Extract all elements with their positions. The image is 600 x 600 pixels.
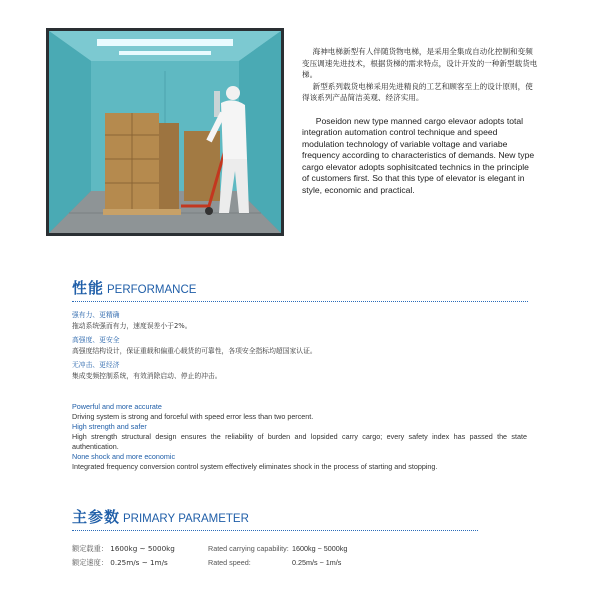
param-en-value-load: 1600kg ~ 5000kg xyxy=(292,544,348,553)
parameter-cn-row xyxy=(72,542,175,556)
performance-heading xyxy=(72,277,196,298)
perf-cn-heading-1: 强有力、更精确 xyxy=(72,311,120,319)
performance-en-list xyxy=(72,402,527,472)
performance-divider xyxy=(72,301,528,302)
param-cn-value-speed: 0.25m/s ~ 1m/s xyxy=(110,558,168,567)
perf-en-text-1: Driving system is strong and forceful with speed error less than two percent. xyxy=(72,412,314,421)
parameter-cn-row xyxy=(72,556,175,570)
intro-cn-paragraph-1: 海神电梯新型有人伴随货物电梯，是采用全集成自动化控制和变频变压调速先进技术，根据货梯的需求特点，设计开发的一种新型载货电梯。 xyxy=(302,47,538,79)
perf-en-heading-1: Powerful and more accurate xyxy=(72,402,162,411)
performance-cn-list xyxy=(72,311,532,386)
perf-en-text-2: High strength structural design ensures the reliability of burden and lopsided carry cargo; every safety index has passed the state authentication. xyxy=(72,432,527,451)
parameter-cn-title: 主参数 xyxy=(72,508,121,526)
perf-cn-text-1: 拖动系统强而有力，速度误差小于2%。 xyxy=(72,322,192,330)
parameter-en-table xyxy=(208,542,347,570)
parameter-cn-table xyxy=(72,542,175,570)
param-en-label-load: Rated carrying capability: xyxy=(208,544,289,553)
performance-en-title: PERFORMANCE xyxy=(107,284,197,296)
parameter-divider xyxy=(72,530,478,531)
param-cn-label-load: 额定载重： xyxy=(72,544,108,553)
elevator-illustration xyxy=(49,31,281,233)
param-cn-label-speed: 额定速度： xyxy=(72,558,108,567)
perf-cn-heading-2: 高强度、更安全 xyxy=(72,336,120,344)
param-cn-value-load: 1600kg ~ 5000kg xyxy=(110,544,175,553)
perf-cn-text-2: 高强度结构设计，保证重载和偏重心载货的可靠性，各项安全指标均超国家认证。 xyxy=(72,347,317,355)
parameter-heading xyxy=(72,506,249,527)
perf-cn-text-3: 集成变频控制系统，有效消除启动、停止的冲击。 xyxy=(72,372,222,380)
parameter-en-row xyxy=(208,542,347,556)
parameter-en-title: PRIMARY PARAMETER xyxy=(123,513,249,525)
param-en-value-speed: 0.25m/s ~ 1m/s xyxy=(292,558,342,567)
param-en-label-speed: Rated speed: xyxy=(208,558,251,567)
perf-en-heading-3: None shock and more economic xyxy=(72,452,176,461)
cargo-elevator-photo xyxy=(46,28,284,236)
intro-en-paragraph: Poseidon new type manned cargo elevaor adopts total integration automation control technique and speed modulation technology of variable voltage and variabe frequency according to characteristics of demands. New type cargo elevator adopts sophisitcated technics in the principle of customers first. So that this type of elevator is elegant in style, economic and practical. xyxy=(302,115,535,196)
intro-cn-paragraph-2: 新型系列载货电梯采用先进精良的工艺和顾客至上的设计原则，使得该系列产品简洁美观、经济实用。 xyxy=(302,81,533,102)
parameter-en-row xyxy=(208,556,347,570)
perf-cn-heading-3: 无冲击、更经济 xyxy=(72,361,120,369)
perf-en-text-3: Integrated frequency conversion control system effectively eliminates shock in the process of starting and stopping. xyxy=(72,462,438,471)
perf-en-heading-2: High strength and safer xyxy=(72,422,147,431)
boxes-icon xyxy=(103,113,181,215)
performance-cn-title: 性能 xyxy=(72,279,105,297)
intro-text xyxy=(302,46,538,197)
